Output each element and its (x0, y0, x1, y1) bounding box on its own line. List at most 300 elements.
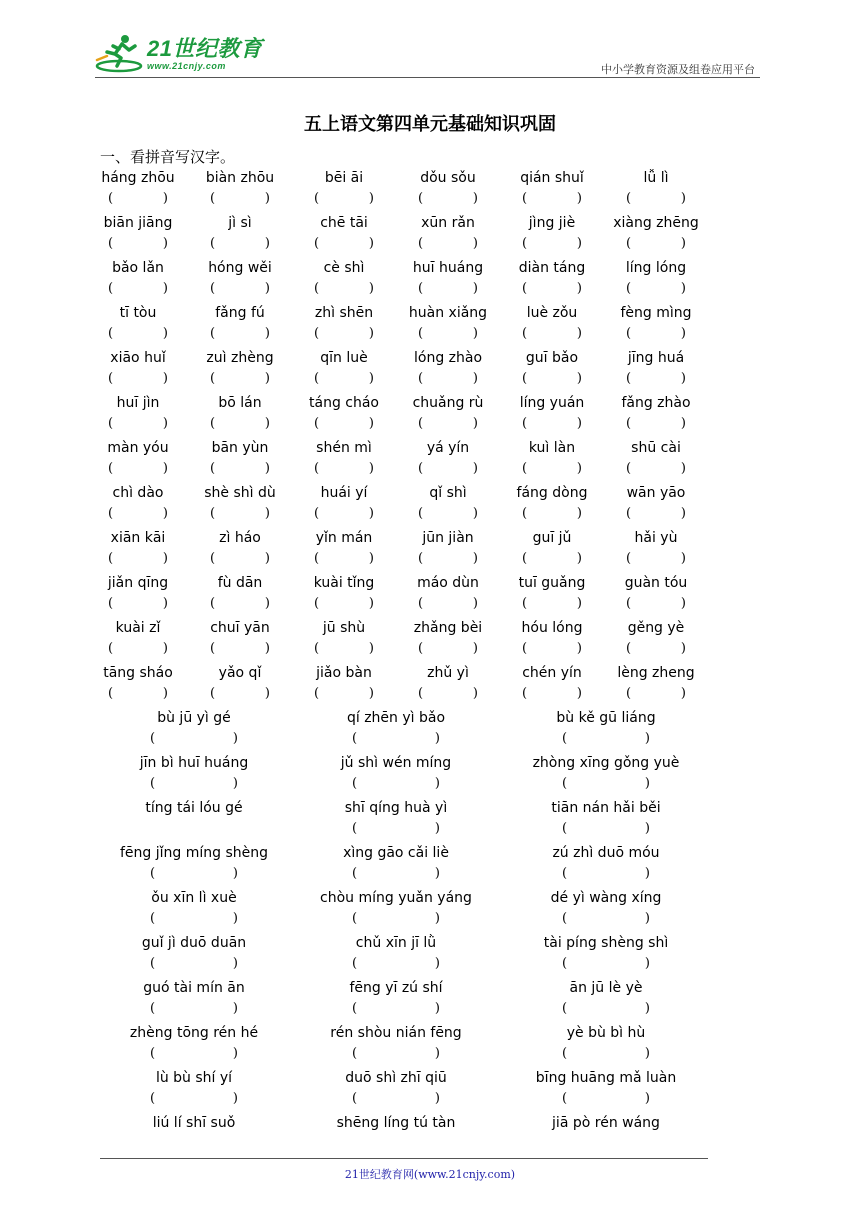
pinyin-word: chē tāi (320, 215, 368, 231)
open-paren: ( (314, 236, 320, 251)
open-paren: ( (210, 596, 216, 611)
pinyin-word: cè shì (323, 260, 365, 276)
answer-blank[interactable] (314, 686, 374, 702)
pinyin-word: huàn xiǎng (408, 305, 488, 321)
answer-blank[interactable] (210, 236, 270, 252)
runner-logo-icon (95, 32, 145, 76)
open-paren: ( (352, 956, 358, 971)
pinyin-word: jū shù (322, 620, 366, 636)
answer-blank[interactable] (418, 596, 478, 612)
open-paren: ( (314, 281, 320, 296)
answer-blank[interactable] (210, 191, 270, 207)
answer-blank[interactable] (562, 1046, 650, 1062)
close-paren: ) (644, 776, 650, 791)
close-paren: ) (680, 371, 686, 386)
answer-blank[interactable] (314, 326, 374, 342)
pinyin-word: fù dān (217, 575, 263, 591)
answer-blank[interactable] (626, 596, 686, 612)
pinyin-word: zhǎng bèi (413, 620, 483, 636)
open-paren: ( (150, 956, 156, 971)
answer-blank[interactable] (352, 1001, 440, 1017)
close-paren: ) (680, 551, 686, 566)
close-paren: ) (232, 1091, 238, 1106)
open-paren: ( (418, 371, 424, 386)
close-paren: ) (264, 371, 270, 386)
answer-blank[interactable] (314, 281, 374, 297)
pinyin-word: guī jǔ (532, 530, 572, 546)
close-paren: ) (264, 596, 270, 611)
section-heading: 一、看拼音写汉字。 (100, 148, 236, 166)
idiom-pinyin: chòu míng yuǎn yáng (320, 890, 472, 906)
pinyin-word: kuài zǐ (115, 620, 161, 636)
answer-blank[interactable] (108, 371, 168, 387)
close-paren: ) (434, 956, 440, 971)
idiom-pinyin: liú lí shī suǒ (152, 1115, 236, 1131)
idiom-pinyin: guó tài mín ān (143, 980, 245, 996)
open-paren: ( (150, 1001, 156, 1016)
idiom-pinyin: tài píng shèng shì (543, 935, 669, 951)
close-paren: ) (434, 731, 440, 746)
open-paren: ( (522, 686, 528, 701)
answer-blank[interactable] (314, 191, 374, 207)
close-paren: ) (162, 191, 168, 206)
open-paren: ( (626, 416, 632, 431)
pinyin-word: jìng jiè (528, 215, 576, 231)
open-paren: ( (150, 911, 156, 926)
open-paren: ( (626, 236, 632, 251)
answer-blank[interactable] (314, 506, 374, 522)
close-paren: ) (162, 416, 168, 431)
pinyin-word: wān yāo (626, 485, 686, 501)
answer-blank[interactable] (210, 641, 270, 657)
answer-blank[interactable] (108, 596, 168, 612)
close-paren: ) (264, 281, 270, 296)
open-paren: ( (314, 596, 320, 611)
close-paren: ) (644, 821, 650, 836)
answer-blank[interactable] (562, 731, 650, 747)
answer-blank[interactable] (626, 551, 686, 567)
open-paren: ( (522, 191, 528, 206)
answer-blank[interactable] (562, 911, 650, 927)
open-paren: ( (314, 461, 320, 476)
close-paren: ) (472, 281, 478, 296)
close-paren: ) (680, 191, 686, 206)
answer-blank[interactable] (352, 911, 440, 927)
answer-blank[interactable] (626, 281, 686, 297)
answer-blank[interactable] (210, 416, 270, 432)
answer-blank[interactable] (522, 551, 582, 567)
open-paren: ( (108, 461, 114, 476)
close-paren: ) (576, 416, 582, 431)
pinyin-word: máo dùn (417, 575, 479, 591)
answer-blank[interactable] (522, 506, 582, 522)
answer-blank[interactable] (210, 461, 270, 477)
pinyin-word: fáng dòng (516, 485, 588, 501)
idiom-pinyin: jǔ shì wén míng (340, 755, 452, 771)
open-paren: ( (314, 641, 320, 656)
open-paren: ( (562, 956, 568, 971)
close-paren: ) (644, 956, 650, 971)
answer-blank[interactable] (314, 596, 374, 612)
answer-blank[interactable] (210, 686, 270, 702)
close-paren: ) (644, 731, 650, 746)
open-paren: ( (210, 326, 216, 341)
close-paren: ) (232, 776, 238, 791)
close-paren: ) (162, 371, 168, 386)
answer-blank[interactable] (418, 191, 478, 207)
open-paren: ( (522, 551, 528, 566)
answer-blank[interactable] (418, 236, 478, 252)
open-paren: ( (210, 371, 216, 386)
pinyin-word: tuī guǎng (518, 575, 586, 591)
open-paren: ( (150, 1091, 156, 1106)
answer-blank[interactable] (522, 371, 582, 387)
pinyin-word: xiān kāi (110, 530, 166, 546)
answer-blank[interactable] (210, 281, 270, 297)
open-paren: ( (418, 506, 424, 521)
answer-blank[interactable] (626, 191, 686, 207)
close-paren: ) (576, 686, 582, 701)
answer-blank[interactable] (314, 236, 374, 252)
open-paren: ( (418, 686, 424, 701)
answer-blank[interactable] (418, 461, 478, 477)
open-paren: ( (522, 416, 528, 431)
answer-blank[interactable] (352, 731, 440, 747)
answer-blank[interactable] (522, 191, 582, 207)
close-paren: ) (162, 641, 168, 656)
pinyin-word: zhǔ yì (427, 665, 469, 681)
answer-blank[interactable] (562, 1001, 650, 1017)
open-paren: ( (626, 281, 632, 296)
open-paren: ( (108, 371, 114, 386)
idiom-pinyin: rén shòu nián fēng (330, 1025, 462, 1041)
answer-blank[interactable] (562, 1091, 650, 1107)
open-paren: ( (626, 641, 632, 656)
answer-blank[interactable] (210, 506, 270, 522)
answer-blank[interactable] (210, 596, 270, 612)
close-paren: ) (232, 1001, 238, 1016)
open-paren: ( (522, 371, 528, 386)
answer-blank[interactable] (150, 1091, 238, 1107)
close-paren: ) (232, 866, 238, 881)
idiom-pinyin: fēng jǐng míng shèng (119, 845, 269, 861)
answer-blank[interactable] (626, 506, 686, 522)
answer-blank[interactable] (626, 326, 686, 342)
open-paren: ( (108, 281, 114, 296)
open-paren: ( (150, 866, 156, 881)
pinyin-word: guī bǎo (525, 350, 579, 366)
pinyin-word: yǐn mán (315, 530, 373, 546)
close-paren: ) (434, 1001, 440, 1016)
close-paren: ) (680, 506, 686, 521)
pinyin-word: qián shuǐ (520, 170, 584, 186)
answer-blank[interactable] (108, 506, 168, 522)
open-paren: ( (418, 326, 424, 341)
close-paren: ) (434, 821, 440, 836)
answer-blank[interactable] (626, 236, 686, 252)
answer-blank[interactable] (352, 866, 440, 882)
open-paren: ( (418, 281, 424, 296)
open-paren: ( (522, 506, 528, 521)
answer-blank[interactable] (418, 506, 478, 522)
open-paren: ( (626, 686, 632, 701)
close-paren: ) (576, 191, 582, 206)
close-paren: ) (680, 281, 686, 296)
answer-blank[interactable] (210, 326, 270, 342)
close-paren: ) (368, 686, 374, 701)
idiom-pinyin: zhèng tōng rén hé (129, 1025, 259, 1041)
answer-blank[interactable] (108, 281, 168, 297)
page-header (95, 30, 760, 78)
answer-blank[interactable] (314, 641, 374, 657)
close-paren: ) (644, 1091, 650, 1106)
close-paren: ) (472, 236, 478, 251)
pinyin-word: líng yuán (519, 395, 585, 411)
open-paren: ( (108, 191, 114, 206)
open-paren: ( (418, 236, 424, 251)
open-paren: ( (522, 641, 528, 656)
answer-blank[interactable] (418, 641, 478, 657)
answer-blank[interactable] (150, 1001, 238, 1017)
idiom-pinyin: dé yì wàng xíng (550, 890, 662, 906)
answer-blank[interactable] (626, 371, 686, 387)
answer-blank[interactable] (108, 191, 168, 207)
open-paren: ( (352, 866, 358, 881)
answer-blank[interactable] (418, 371, 478, 387)
pinyin-word: gěng yè (627, 620, 685, 636)
answer-blank[interactable] (522, 461, 582, 477)
answer-blank[interactable] (108, 551, 168, 567)
open-paren: ( (108, 596, 114, 611)
close-paren: ) (232, 956, 238, 971)
answer-blank[interactable] (108, 326, 168, 342)
close-paren: ) (264, 506, 270, 521)
close-paren: ) (576, 326, 582, 341)
idiom-pinyin: jiā pò rén wáng (552, 1115, 660, 1131)
open-paren: ( (352, 1091, 358, 1106)
pinyin-word: chén yín (522, 665, 582, 681)
idiom-pinyin: fēng yī zú shí (349, 980, 443, 996)
answer-blank[interactable] (418, 686, 478, 702)
answer-blank[interactable] (522, 686, 582, 702)
answer-blank[interactable] (352, 776, 440, 792)
pinyin-word: fǎng fú (215, 305, 265, 321)
open-paren: ( (418, 641, 424, 656)
pinyin-word: shū cài (631, 440, 681, 456)
answer-blank[interactable] (522, 641, 582, 657)
answer-blank[interactable] (352, 956, 440, 972)
pinyin-word: màn yóu (107, 440, 169, 456)
answer-blank[interactable] (562, 956, 650, 972)
answer-blank[interactable] (626, 416, 686, 432)
open-paren: ( (108, 236, 114, 251)
pinyin-word: kuì làn (528, 440, 576, 456)
close-paren: ) (368, 596, 374, 611)
answer-blank[interactable] (418, 326, 478, 342)
open-paren: ( (562, 1001, 568, 1016)
answer-blank[interactable] (522, 326, 582, 342)
close-paren: ) (680, 686, 686, 701)
answer-blank[interactable] (108, 416, 168, 432)
open-paren: ( (210, 551, 216, 566)
site-logo (95, 30, 262, 78)
answer-blank[interactable] (150, 911, 238, 927)
answer-blank[interactable] (522, 416, 582, 432)
open-paren: ( (108, 416, 114, 431)
close-paren: ) (232, 911, 238, 926)
pinyin-word: qǐ shì (429, 485, 467, 501)
answer-blank[interactable] (314, 416, 374, 432)
close-paren: ) (162, 506, 168, 521)
idiom-pinyin: tíng tái lóu gé (145, 800, 243, 816)
open-paren: ( (562, 731, 568, 746)
open-paren: ( (352, 821, 358, 836)
idiom-pinyin: shēng líng tú tàn (336, 1115, 456, 1131)
open-paren: ( (108, 641, 114, 656)
answer-blank[interactable] (562, 776, 650, 792)
close-paren: ) (434, 866, 440, 881)
answer-blank[interactable] (150, 776, 238, 792)
answer-blank[interactable] (108, 236, 168, 252)
close-paren: ) (264, 236, 270, 251)
open-paren: ( (314, 506, 320, 521)
pinyin-word: háng zhōu (101, 170, 175, 186)
answer-blank[interactable] (150, 1046, 238, 1062)
close-paren: ) (576, 371, 582, 386)
open-paren: ( (150, 1046, 156, 1061)
close-paren: ) (576, 281, 582, 296)
open-paren: ( (210, 506, 216, 521)
pinyin-word: qīn luè (320, 350, 368, 366)
pinyin-word: jì sì (228, 215, 252, 231)
close-paren: ) (162, 551, 168, 566)
open-paren: ( (418, 551, 424, 566)
close-paren: ) (472, 596, 478, 611)
answer-blank[interactable] (522, 281, 582, 297)
close-paren: ) (472, 416, 478, 431)
close-paren: ) (368, 326, 374, 341)
open-paren: ( (626, 326, 632, 341)
close-paren: ) (264, 416, 270, 431)
answer-blank[interactable] (210, 551, 270, 567)
answer-blank[interactable] (352, 1091, 440, 1107)
pinyin-word: dǒu sǒu (420, 170, 476, 186)
close-paren: ) (162, 326, 168, 341)
close-paren: ) (368, 551, 374, 566)
open-paren: ( (418, 461, 424, 476)
pinyin-word: guàn tóu (624, 575, 688, 591)
close-paren: ) (576, 236, 582, 251)
pinyin-word: líng lóng (625, 260, 687, 276)
answer-blank[interactable] (562, 866, 650, 882)
pinyin-word: hóng wěi (208, 260, 272, 276)
answer-blank[interactable] (314, 461, 374, 477)
answer-blank[interactable] (418, 416, 478, 432)
idiom-pinyin: ān jū lè yè (569, 980, 643, 996)
answer-blank[interactable] (562, 821, 650, 837)
close-paren: ) (576, 551, 582, 566)
close-paren: ) (644, 1001, 650, 1016)
open-paren: ( (562, 776, 568, 791)
open-paren: ( (562, 1091, 568, 1106)
answer-blank[interactable] (314, 551, 374, 567)
pinyin-word: luè zǒu (526, 305, 578, 321)
open-paren: ( (562, 821, 568, 836)
open-paren: ( (150, 731, 156, 746)
open-paren: ( (210, 416, 216, 431)
answer-blank[interactable] (108, 641, 168, 657)
close-paren: ) (368, 371, 374, 386)
answer-blank[interactable] (626, 641, 686, 657)
idiom-pinyin: chǔ xīn jī lǜ (355, 935, 437, 951)
idiom-pinyin: guǐ jì duō duān (141, 935, 247, 951)
close-paren: ) (368, 641, 374, 656)
open-paren: ( (522, 461, 528, 476)
pinyin-word: lǚ lì (643, 170, 669, 186)
answer-blank[interactable] (150, 731, 238, 747)
pinyin-word: tī tòu (119, 305, 157, 321)
close-paren: ) (434, 911, 440, 926)
answer-blank[interactable] (314, 371, 374, 387)
footer-divider (100, 1158, 708, 1159)
answer-blank[interactable] (352, 821, 440, 837)
close-paren: ) (232, 1046, 238, 1061)
open-paren: ( (352, 1046, 358, 1061)
close-paren: ) (680, 326, 686, 341)
idiom-pinyin: xìng gāo cǎi liè (343, 845, 449, 861)
idiom-pinyin: duō shì zhī qiū (345, 1070, 447, 1086)
answer-blank[interactable] (150, 866, 238, 882)
answer-blank[interactable] (210, 371, 270, 387)
pinyin-word: shè shì dù (204, 485, 276, 501)
close-paren: ) (232, 731, 238, 746)
close-paren: ) (434, 1091, 440, 1106)
answer-blank[interactable] (418, 281, 478, 297)
open-paren: ( (210, 191, 216, 206)
answer-blank[interactable] (626, 461, 686, 477)
answer-blank[interactable] (626, 686, 686, 702)
close-paren: ) (434, 1046, 440, 1061)
open-paren: ( (626, 371, 632, 386)
answer-blank[interactable] (522, 596, 582, 612)
open-paren: ( (626, 191, 632, 206)
open-paren: ( (522, 596, 528, 611)
answer-blank[interactable] (522, 236, 582, 252)
answer-blank[interactable] (150, 956, 238, 972)
pinyin-word: jiǎn qīng (107, 575, 169, 591)
answer-blank[interactable] (418, 551, 478, 567)
answer-blank[interactable] (108, 686, 168, 702)
close-paren: ) (162, 281, 168, 296)
answer-blank[interactable] (352, 1046, 440, 1062)
close-paren: ) (472, 641, 478, 656)
open-paren: ( (626, 551, 632, 566)
idiom-pinyin: ǒu xīn lì xuè (151, 890, 237, 906)
idiom-pinyin: lù bù shí yí (155, 1070, 233, 1086)
pinyin-word: hǎi yù (634, 530, 678, 546)
close-paren: ) (264, 191, 270, 206)
close-paren: ) (576, 461, 582, 476)
open-paren: ( (352, 731, 358, 746)
close-paren: ) (162, 461, 168, 476)
pinyin-word: táng cháo (309, 395, 379, 411)
header-divider (95, 77, 760, 78)
answer-blank[interactable] (108, 461, 168, 477)
pinyin-word: biàn zhōu (205, 170, 275, 186)
pinyin-word: chuǎng rù (412, 395, 484, 411)
pinyin-word: zì háo (219, 530, 261, 546)
idiom-pinyin: bīng huāng mǎ luàn (535, 1070, 677, 1086)
